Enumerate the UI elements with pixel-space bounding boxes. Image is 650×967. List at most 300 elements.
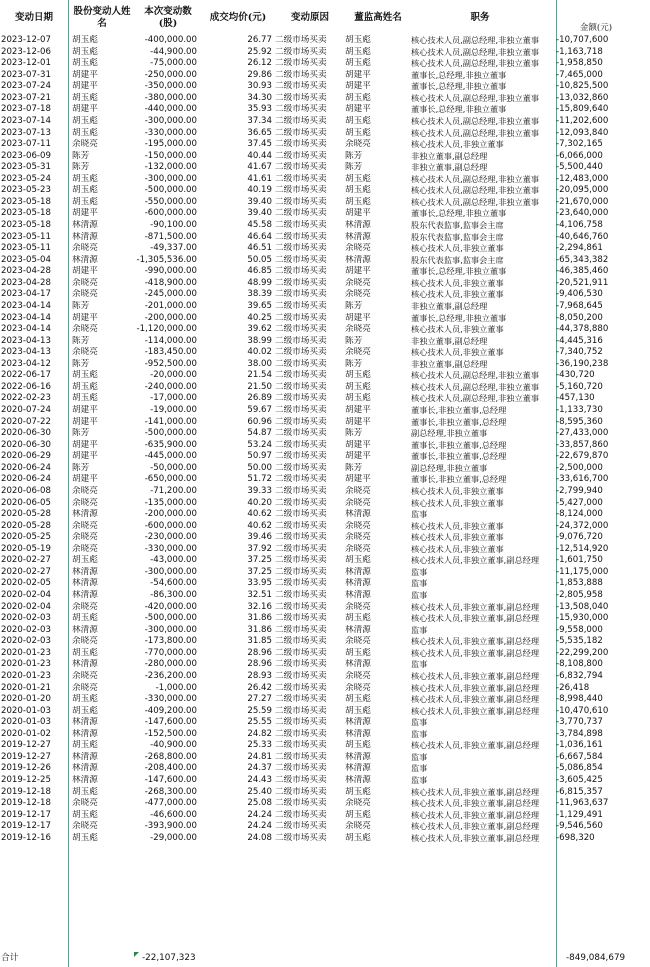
cell-reason: 二级市场买卖 [275, 751, 327, 762]
cell-date: 2019-12-18 [1, 798, 51, 809]
cell-date: 2020-01-23 [1, 670, 51, 681]
header-position-text: 职务 [470, 11, 490, 23]
cell-qty: -330,000.00 [144, 543, 197, 554]
cell-amount: -11,175,000 [556, 566, 609, 577]
cell-name: 胡建平 [72, 312, 98, 323]
cell-date: 2020-06-05 [1, 497, 51, 508]
cell-name: 林清源 [72, 566, 98, 577]
cell-position: 核心技术人员,副总经理,非独立董事 [411, 127, 540, 138]
cell-amount: -9,558,000 [556, 624, 603, 635]
table-row [0, 208, 650, 220]
cell-name: 陈芳 [72, 335, 90, 346]
cell-price: 36.65 [247, 127, 272, 138]
cell-manager: 陈芳 [345, 358, 363, 369]
cell-reason: 二级市场买卖 [275, 798, 327, 809]
cell-date: 2023-06-09 [1, 150, 51, 161]
cell-qty: -71,200.00 [150, 485, 197, 496]
table-row [0, 162, 650, 174]
cell-price: 25.92 [247, 46, 272, 57]
cell-date: 2023-07-21 [1, 92, 51, 103]
cell-name: 胡玉彪 [72, 92, 98, 103]
cell-position: 股东代表监事,监事会主席 [411, 254, 504, 265]
cell-date: 2023-05-18 [1, 196, 51, 207]
cell-manager: 余晓亮 [345, 798, 371, 809]
cell-position: 核心技术人员,非独立董事,副总经理 [411, 832, 540, 843]
cell-date: 2020-06-30 [1, 428, 51, 439]
cell-name: 胡玉彪 [72, 809, 98, 820]
cell-amount: -26,418 [556, 682, 590, 693]
cell-reason: 二级市场买卖 [275, 196, 327, 207]
cell-position: 副总经理,非独立董事 [411, 462, 488, 473]
cell-amount: -10,470,610 [556, 705, 609, 716]
cell-reason: 二级市场买卖 [275, 185, 327, 196]
cell-qty: -200,000.00 [144, 509, 197, 520]
cell-qty: -250,000.00 [144, 69, 197, 80]
cell-price: 51.72 [247, 474, 272, 485]
cell-date: 2020-06-24 [1, 474, 51, 485]
cell-position: 核心技术人员,非独立董事,副总经理 [411, 798, 540, 809]
cell-date: 2019-12-27 [1, 751, 51, 762]
header-reason-text: 变动原因 [290, 11, 329, 23]
cell-date: 2020-01-23 [1, 659, 51, 670]
cell-name: 胡建平 [72, 81, 98, 92]
cell-amount: -1,163,718 [556, 46, 603, 57]
cell-name: 胡玉彪 [72, 705, 98, 716]
cell-price: 26.77 [247, 35, 272, 45]
cell-amount: -5,500,440 [556, 162, 603, 173]
cell-amount: -9,546,560 [556, 821, 603, 832]
cell-manager: 胡玉彪 [345, 705, 371, 716]
cell-qty: -230,000.00 [144, 532, 197, 543]
cell-position: 核心技术人员,副总经理,非独立董事 [411, 35, 540, 45]
cell-amount: -2,805,958 [556, 590, 603, 600]
cell-price: 37.25 [247, 555, 272, 566]
cell-name: 陈芳 [72, 162, 90, 173]
cell-name: 余晓亮 [72, 277, 98, 288]
cell-price: 28.96 [247, 659, 272, 670]
cell-position: 核心技术人员,非独立董事 [411, 520, 504, 531]
table-row [0, 602, 650, 614]
cell-qty: -300,000.00 [144, 624, 197, 635]
cell-qty: -500,000.00 [144, 428, 197, 439]
cell-reason: 二级市场买卖 [275, 405, 327, 415]
cell-price: 24.82 [247, 728, 272, 739]
cell-date: 2020-06-29 [1, 451, 51, 462]
cell-reason: 二级市场买卖 [275, 428, 327, 439]
cell-position: 监事 [411, 590, 428, 600]
cell-amount: -22,679,870 [556, 451, 609, 462]
cell-date: 2023-05-18 [1, 208, 51, 219]
cell-qty: -86,300.00 [150, 590, 197, 600]
cell-name: 余晓亮 [72, 601, 98, 612]
cell-amount: -1,601,750 [556, 555, 603, 566]
cell-position: 核心技术人员,非独立董事,副总经理 [411, 613, 540, 624]
cell-price: 46.64 [247, 231, 272, 242]
cell-date: 2023-05-04 [1, 254, 51, 265]
cell-name: 林清源 [72, 775, 98, 785]
cell-manager: 胡玉彪 [345, 173, 371, 184]
cell-reason: 二级市场买卖 [275, 69, 327, 80]
cell-price: 24.24 [247, 821, 272, 832]
cell-amount: -46,385,460 [556, 266, 609, 277]
table-row [0, 266, 650, 278]
cell-amount: -5,160,720 [556, 381, 603, 392]
cell-price: 45.58 [247, 220, 272, 230]
cell-manager: 胡玉彪 [345, 115, 371, 126]
table-row [0, 313, 650, 325]
cell-reason: 二级市场买卖 [275, 300, 327, 311]
cell-qty: -132,000.00 [144, 162, 197, 173]
cell-position: 核心技术人员,副总经理,非独立董事 [411, 381, 540, 392]
cell-name: 林清源 [72, 751, 98, 762]
cell-name: 胡玉彪 [72, 58, 98, 69]
cell-name: 余晓亮 [72, 289, 98, 300]
cell-amount: -12,483,000 [556, 173, 609, 184]
cell-date: 2020-02-03 [1, 613, 51, 624]
cell-manager: 余晓亮 [345, 324, 371, 335]
cell-amount: -36,190,238 [556, 358, 609, 369]
cell-qty: -280,000.00 [144, 659, 197, 670]
table-row [0, 798, 650, 810]
cell-manager: 林清源 [345, 751, 371, 762]
cell-name: 余晓亮 [72, 497, 98, 508]
cell-reason: 二级市场买卖 [275, 624, 327, 635]
header-price-text: 成交均价(元) [209, 11, 267, 23]
table-row [0, 683, 650, 695]
cell-qty: -500,000.00 [144, 613, 197, 624]
table-row [0, 486, 650, 498]
cell-manager: 胡建平 [345, 416, 371, 427]
table-row [0, 763, 650, 775]
cell-qty: -418,900.00 [144, 277, 197, 288]
cell-manager: 胡玉彪 [345, 740, 371, 751]
cell-amount: -22,299,200 [556, 647, 609, 658]
cell-manager: 余晓亮 [345, 670, 371, 681]
table-row [0, 555, 650, 567]
cell-position: 监事 [411, 578, 428, 589]
header-qty [136, 0, 200, 35]
table-row [0, 382, 650, 394]
cell-price: 24.43 [247, 775, 272, 785]
cell-price: 28.93 [247, 670, 272, 681]
cell-position: 董事长,非独立董事,总经理 [411, 474, 507, 485]
cell-amount: -430,720 [556, 370, 595, 381]
cell-price: 59.67 [247, 405, 272, 415]
cell-date: 2022-02-23 [1, 393, 51, 404]
cell-amount: -33,857,860 [556, 439, 609, 450]
cell-amount: -5,427,000 [556, 497, 603, 508]
cell-amount: -5,535,182 [556, 636, 603, 647]
cell-position: 核心技术人员,副总经理,非独立董事 [411, 393, 540, 404]
cell-manager: 胡玉彪 [345, 832, 371, 843]
cell-qty: -141,000.00 [144, 416, 197, 427]
cell-qty: -400,000.00 [144, 35, 197, 45]
cell-position: 董事长,非独立董事,总经理 [411, 451, 507, 462]
cell-reason: 二级市场买卖 [275, 115, 327, 126]
cell-name: 余晓亮 [72, 347, 98, 358]
cell-price: 39.33 [247, 485, 272, 496]
cell-manager: 胡玉彪 [345, 35, 371, 45]
table-row [0, 428, 650, 440]
cell-amount: -12,514,920 [556, 543, 609, 554]
cell-reason: 二级市场买卖 [275, 451, 327, 462]
table-row [0, 625, 650, 637]
cell-price: 39.65 [247, 300, 272, 311]
cell-date: 2023-05-24 [1, 173, 51, 184]
cell-name: 余晓亮 [72, 243, 98, 254]
cell-manager: 陈芳 [345, 150, 363, 161]
cell-qty: -147,600.00 [144, 717, 197, 728]
cell-manager: 陈芳 [345, 162, 363, 173]
header-date [0, 0, 68, 35]
cell-name: 余晓亮 [72, 543, 98, 554]
cell-reason: 二级市场买卖 [275, 35, 327, 45]
cell-date: 2023-07-31 [1, 69, 51, 80]
cell-qty: -240,000.00 [144, 381, 197, 392]
cell-qty: -1,000.00 [155, 682, 197, 693]
cell-price: 28.96 [247, 647, 272, 658]
cell-name: 胡玉彪 [72, 393, 98, 404]
table-row [0, 567, 650, 579]
cell-price: 40.20 [247, 497, 272, 508]
cell-date: 2020-01-03 [1, 705, 51, 716]
cell-amount: -7,340,752 [556, 347, 603, 358]
cell-qty: -200,000.00 [144, 312, 197, 323]
header-name-line2: 名 [97, 17, 107, 29]
header-reason [276, 0, 344, 35]
footer-total-qty: -22,107,323 [142, 953, 196, 963]
cell-name: 林清源 [72, 590, 98, 600]
cell-qty: -871,500.00 [144, 231, 197, 242]
cell-amount: -9,406,530 [556, 289, 603, 300]
cell-reason: 二级市场买卖 [275, 832, 327, 843]
cell-qty: -236,200.00 [144, 670, 197, 681]
table-row [0, 393, 650, 405]
cell-name: 胡建平 [72, 208, 98, 219]
cell-date: 2022-06-17 [1, 370, 51, 381]
cell-qty: -46,600.00 [150, 809, 197, 820]
cell-date: 2023-04-13 [1, 335, 51, 346]
cell-position: 核心技术人员,非独立董事,副总经理 [411, 555, 540, 566]
cell-manager: 林清源 [345, 220, 371, 230]
cell-manager: 胡建平 [345, 69, 371, 80]
cell-manager: 胡玉彪 [345, 786, 371, 797]
cell-position: 核心技术人员,非独立董事,副总经理 [411, 705, 540, 716]
cell-manager: 余晓亮 [345, 277, 371, 288]
table-row [0, 532, 650, 544]
table-row [0, 775, 650, 787]
cell-date: 2019-12-17 [1, 809, 51, 820]
cell-manager: 余晓亮 [345, 636, 371, 647]
table-row [0, 740, 650, 752]
cell-qty: -268,300.00 [144, 786, 197, 797]
cell-position: 董事长,总经理,非独立董事 [411, 69, 507, 80]
cell-price: 37.92 [247, 543, 272, 554]
cell-qty: -300,000.00 [144, 566, 197, 577]
table-row [0, 301, 650, 313]
cell-price: 39.62 [247, 324, 272, 335]
table-row [0, 47, 650, 59]
cell-date: 2023-04-12 [1, 358, 51, 369]
cell-name: 胡玉彪 [72, 832, 98, 843]
cell-qty: -40,900.00 [150, 740, 197, 751]
cell-name: 余晓亮 [72, 821, 98, 832]
cell-position: 核心技术人员,副总经理,非独立董事 [411, 92, 540, 103]
cell-reason: 二级市场买卖 [275, 555, 327, 566]
cell-manager: 胡玉彪 [345, 647, 371, 658]
cell-date: 2023-07-24 [1, 81, 51, 92]
cell-name: 林清源 [72, 220, 98, 230]
cell-date: 2023-12-07 [1, 35, 51, 45]
cell-position: 董事长,总经理,非独立董事 [411, 312, 507, 323]
cell-manager: 陈芳 [345, 300, 363, 311]
cell-name: 胡玉彪 [72, 173, 98, 184]
cell-manager: 胡建平 [345, 439, 371, 450]
cell-position: 核心技术人员,非独立董事 [411, 324, 504, 335]
cell-date: 2023-04-28 [1, 277, 51, 288]
table-row [0, 174, 650, 186]
cell-reason: 二级市场买卖 [275, 462, 327, 473]
cell-price: 40.02 [247, 347, 272, 358]
cell-price: 54.87 [247, 428, 272, 439]
cell-date: 2023-05-11 [1, 231, 51, 242]
cell-qty: -50,000.00 [150, 462, 197, 473]
cell-qty: -147,600.00 [144, 775, 197, 785]
cell-manager: 胡建平 [345, 451, 371, 462]
header-price [202, 0, 274, 35]
cell-price: 30.93 [247, 81, 272, 92]
cell-amount: -21,670,000 [556, 196, 609, 207]
cell-date: 2023-05-31 [1, 162, 51, 173]
cell-amount: -15,930,000 [556, 613, 609, 624]
cell-date: 2019-12-18 [1, 786, 51, 797]
cell-date: 2020-01-20 [1, 694, 51, 705]
cell-price: 26.12 [247, 58, 272, 69]
cell-position: 董事长,总经理,非独立董事 [411, 266, 507, 277]
cell-position: 核心技术人员,非独立董事 [411, 347, 504, 358]
cell-amount: -27,433,000 [556, 428, 609, 439]
cell-name: 胡玉彪 [72, 185, 98, 196]
cell-date: 2023-07-13 [1, 127, 51, 138]
cell-name: 胡建平 [72, 474, 98, 485]
cell-position: 董事长,总经理,非独立董事 [411, 104, 507, 115]
table-row [0, 636, 650, 648]
cell-qty: -1,120,000.00 [136, 324, 197, 335]
cell-date: 2023-05-23 [1, 185, 51, 196]
cell-position: 核心技术人员,非独立董事,副总经理 [411, 601, 540, 612]
cell-position: 核心技术人员,非独立董事 [411, 243, 504, 254]
cell-name: 余晓亮 [72, 682, 98, 693]
cell-name: 陈芳 [72, 428, 90, 439]
cell-qty: -393,900.00 [144, 821, 197, 832]
cell-manager: 余晓亮 [345, 289, 371, 300]
cell-amount: -20,095,000 [556, 185, 609, 196]
cell-reason: 二级市场买卖 [275, 636, 327, 647]
cell-reason: 二级市场买卖 [275, 254, 327, 265]
cell-qty: -245,000.00 [144, 289, 197, 300]
cell-qty: -114,000.00 [144, 335, 197, 346]
cell-price: 53.24 [247, 439, 272, 450]
cell-manager: 林清源 [345, 509, 371, 520]
table-row [0, 498, 650, 510]
cell-qty: -500,000.00 [144, 185, 197, 196]
cell-manager: 林清源 [345, 717, 371, 728]
cell-position: 非独立董事,副总经理 [411, 162, 488, 173]
cell-amount: -13,032,860 [556, 92, 609, 103]
cell-reason: 二级市场买卖 [275, 289, 327, 300]
cell-name: 胡建平 [72, 439, 98, 450]
cell-qty: -600,000.00 [144, 208, 197, 219]
cell-name: 林清源 [72, 624, 98, 635]
cell-amount: -8,108,800 [556, 659, 603, 670]
cell-qty: -183,450.00 [144, 347, 197, 358]
cell-date: 2023-04-14 [1, 300, 51, 311]
cell-price: 21.54 [247, 370, 272, 381]
cell-price: 38.39 [247, 289, 272, 300]
table-row [0, 417, 650, 429]
cell-name: 余晓亮 [72, 798, 98, 809]
cell-amount: -2,294,861 [556, 243, 603, 254]
cell-position: 核心技术人员,非独立董事 [411, 485, 504, 496]
cell-position: 监事 [411, 509, 428, 520]
cell-date: 2019-12-17 [1, 821, 51, 832]
table-row [0, 197, 650, 209]
cell-qty: -90,100.00 [150, 220, 197, 230]
cell-position: 股东代表监事,监事会主席 [411, 220, 504, 230]
cell-reason: 二级市场买卖 [275, 485, 327, 496]
header-position [440, 0, 520, 35]
cell-price: 50.00 [247, 462, 272, 473]
cell-name: 胡玉彪 [72, 381, 98, 392]
cell-price: 40.25 [247, 312, 272, 323]
cell-price: 50.05 [247, 254, 272, 265]
cell-reason: 二级市场买卖 [275, 659, 327, 670]
cell-qty: -20,000.00 [150, 370, 197, 381]
cell-price: 21.50 [247, 381, 272, 392]
table-row [0, 93, 650, 105]
cell-qty: -409,200.00 [144, 705, 197, 716]
cell-manager: 胡玉彪 [345, 613, 371, 624]
cell-manager: 林清源 [345, 578, 371, 589]
cell-position: 核心技术人员,非独立董事,副总经理 [411, 636, 540, 647]
cell-manager: 胡玉彪 [345, 185, 371, 196]
cell-date: 2023-05-18 [1, 220, 51, 230]
cell-name: 胡玉彪 [72, 647, 98, 658]
cell-reason: 二级市场买卖 [275, 416, 327, 427]
cell-manager: 胡玉彪 [345, 92, 371, 103]
cell-date: 2022-06-16 [1, 381, 51, 392]
cell-price: 41.67 [247, 162, 272, 173]
cell-name: 陈芳 [72, 300, 90, 311]
cell-price: 41.61 [247, 173, 272, 184]
cell-price: 50.97 [247, 451, 272, 462]
cell-reason: 二级市场买卖 [275, 439, 327, 450]
header-qty-line2: (股) [158, 17, 178, 29]
cell-manager: 林清源 [345, 231, 371, 242]
cell-reason: 二级市场买卖 [275, 532, 327, 543]
cell-manager: 余晓亮 [345, 532, 371, 543]
table-row [0, 648, 650, 660]
cell-qty: -208,400.00 [144, 763, 197, 774]
cell-reason: 二级市场买卖 [275, 728, 327, 739]
cell-position: 非独立董事,副总经理 [411, 358, 488, 369]
cell-date: 2023-12-06 [1, 46, 51, 57]
table-row [0, 810, 650, 822]
table-row [0, 359, 650, 371]
cell-reason: 二级市场买卖 [275, 763, 327, 774]
cell-date: 2020-07-24 [1, 405, 51, 415]
cell-price: 37.45 [247, 139, 272, 150]
